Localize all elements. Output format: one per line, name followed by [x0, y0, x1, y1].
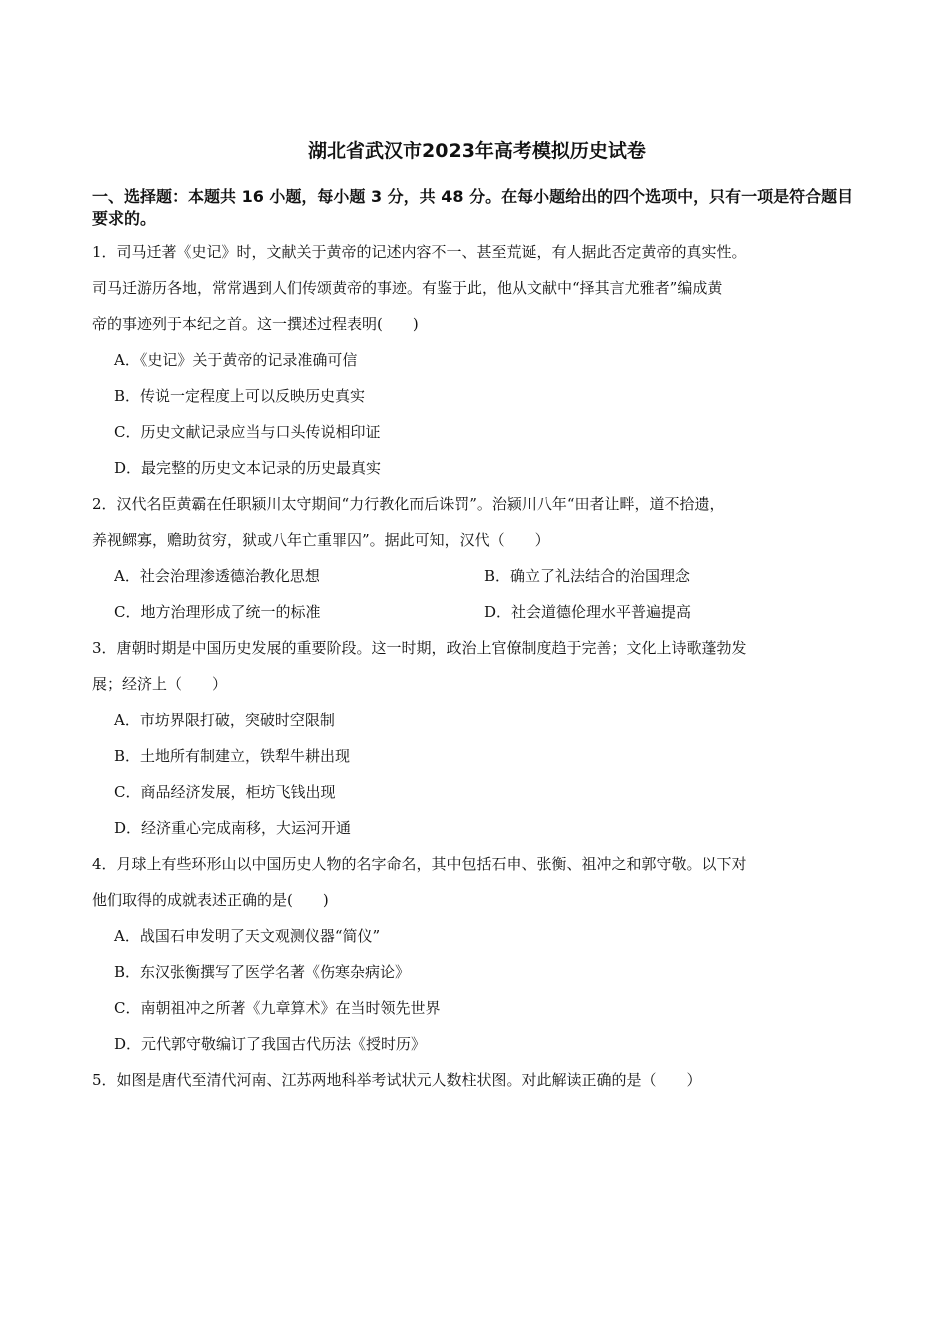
option-b: B．传说一定程度上可以反映历史真实	[114, 387, 366, 405]
question-2	[92, 486, 862, 630]
option-a: A．《史记》关于黄帝的记录准确可信	[114, 351, 358, 369]
question-3	[92, 630, 862, 846]
question-stem-line: 4．月球上有些环形山以中国历史人物的名字命名，其中包括石申、张衡、祖冲之和郭守敬。以下对	[92, 855, 747, 873]
section-heading: 一、选择题：本题共 16 小题，每小题 3 分，共 48 分。在每小题给出的四个选项中，只有一项是符合题目要求的。	[92, 187, 854, 228]
option-a: A．市坊界限打破，突破时空限制	[114, 711, 335, 729]
question-stem-line: 司马迁游历各地，常常遇到人们传颂黄帝的事迹。有鉴于此，他从文献中“择其言尤雅者”编成黄	[92, 279, 723, 297]
option-b: B．土地所有制建立，铁犁牛耕出现	[114, 747, 351, 765]
question-stem-line: 展；经济上（ ）	[92, 675, 228, 693]
option-a: A．战国石申发明了天文观测仪器“简仪”	[114, 927, 381, 945]
question-stem-line: 他们取得的成就表述正确的是( )	[92, 891, 329, 909]
option-b: B．确立了礼法结合的治国理念	[484, 567, 691, 585]
option-d: D．社会道德伦理水平普遍提高	[484, 603, 692, 621]
option-c: C．南朝祖冲之所著《九章算术》在当时领先世界	[114, 999, 441, 1017]
option-d: D．元代郭守敬编订了我国古代历法《授时历》	[114, 1035, 427, 1053]
question-5	[92, 1062, 862, 1098]
question-stem-line: 3．唐朝时期是中国历史发展的重要阶段。这一时期，政治上官僚制度趋于完善；文化上诗歌蓬勃发	[92, 639, 747, 657]
option-a: A．社会治理渗透德治教化思想	[114, 567, 320, 585]
option-row	[92, 594, 862, 630]
option-d: D．经济重心完成南移，大运河开通	[114, 819, 352, 837]
question-stem-line: 2．汉代名臣黄霸在任职颍川太守期间“力行教化而后诛罚”。治颍川八年“田者让畔，道不拾遗，	[92, 495, 725, 513]
question-stem-line: 养视鳏寡，赡助贫穷，狱或八年亡重罪囚”。据此可知，汉代（ ）	[92, 531, 550, 549]
question-4	[92, 846, 862, 1062]
question-stem-line: 帝的事迹列于本纪之首。这一撰述过程表明( )	[92, 315, 419, 333]
option-c: C．商品经济发展，柜坊飞钱出现	[114, 783, 336, 801]
option-c: C．历史文献记录应当与口头传说相印证	[114, 423, 381, 441]
question-stem-line: 5．如图是唐代至清代河南、江苏两地科举考试状元人数柱状图。对此解读正确的是（ ）	[92, 1071, 702, 1089]
page-title: 湖北省武汉市2023年高考模拟历史试卷	[308, 140, 646, 162]
option-d: D．最完整的历史文本记录的历史最真实	[114, 459, 382, 477]
question-1	[92, 234, 862, 486]
option-b: B．东汉张衡撰写了医学名著《伤寒杂病论》	[114, 963, 411, 981]
question-list	[92, 234, 862, 1098]
question-stem-line: 1．司马迁著《史记》时，文献关于黄帝的记述内容不一、甚至荒诞，有人据此否定黄帝的真实性。	[92, 243, 747, 261]
option-c: C．地方治理形成了统一的标准	[114, 603, 321, 621]
option-row	[92, 558, 862, 594]
